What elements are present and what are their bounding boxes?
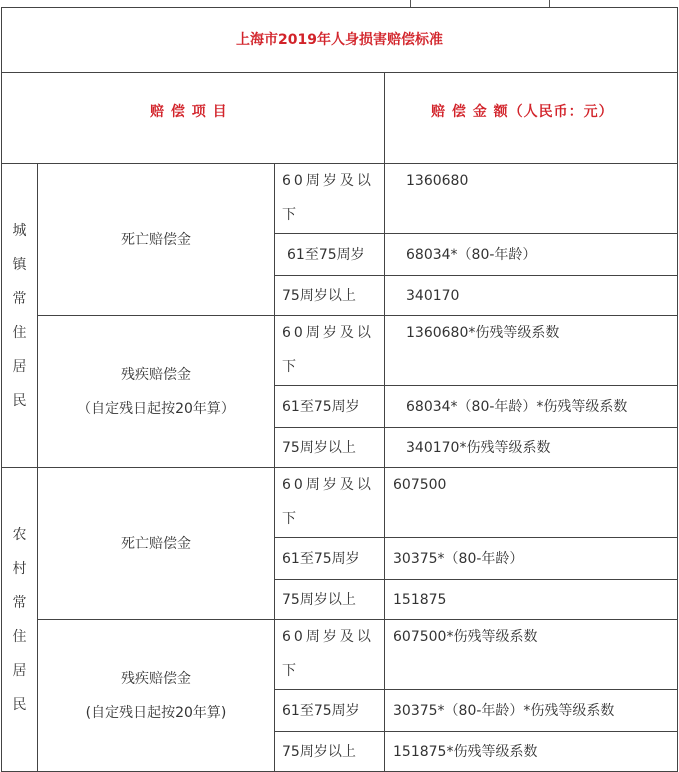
header-amount-column: 赔 偿 金 额（人民币：元）: [385, 73, 678, 164]
amount-cell: 1360680*伤残等级系数: [385, 316, 678, 386]
amount-cell: 1360680: [385, 164, 678, 234]
item-label: 死亡赔偿金: [121, 231, 191, 248]
item-cell: [38, 164, 275, 316]
column-divider: [549, 0, 550, 7]
column-divider: [410, 0, 411, 7]
amount-cell: 607500*伤残等级系数: [385, 620, 678, 690]
amount-cell: 151875*伤残等级系数: [385, 732, 678, 772]
age-cell: 61至75周岁: [275, 234, 385, 276]
item-label: 残疾赔偿金: [121, 670, 191, 687]
item-label: 死亡赔偿金: [121, 535, 191, 552]
amount-cell: 68034*（80-年龄）*伤残等级系数: [385, 386, 678, 428]
amount-cell: 340170*伤残等级系数: [385, 428, 678, 468]
region-label: 农村常住居民: [12, 526, 27, 713]
item-label: 残疾赔偿金: [121, 366, 191, 383]
age-cell: 61至75周岁: [275, 690, 385, 732]
amount-cell: 30375*（80-年龄）: [385, 538, 678, 580]
amount-cell: 340170: [385, 276, 678, 316]
age-cell: 75周岁以上: [275, 732, 385, 772]
item-cell: [38, 468, 275, 620]
age-cell: 61至75周岁: [275, 386, 385, 428]
age-cell: 61至75周岁: [275, 538, 385, 580]
item-cell: [38, 620, 275, 772]
age-cell: 75周岁以上: [275, 580, 385, 620]
amount-cell: 30375*（80-年龄）*伤残等级系数: [385, 690, 678, 732]
item-note: (自定残日起按20年算): [85, 704, 227, 721]
compensation-table: [1, 7, 678, 772]
region-label: 城镇常住居民: [12, 222, 27, 409]
item-cell: [38, 316, 275, 468]
age-cell: 60周岁及以下: [275, 468, 385, 538]
amount-cell: 607500: [385, 468, 678, 538]
item-note: （自定残日起按20年算）: [77, 400, 235, 417]
age-cell: 60周岁及以下: [275, 620, 385, 690]
table-title: 上海市2019年人身损害赔偿标准: [2, 8, 678, 73]
age-cell: 60周岁及以下: [275, 316, 385, 386]
region-urban: [2, 164, 38, 468]
age-cell: 75周岁以上: [275, 428, 385, 468]
region-rural: [2, 468, 38, 772]
age-cell: 60周岁及以下: [275, 164, 385, 234]
header-item-column: 赔 偿 项 目: [2, 73, 385, 164]
age-cell: 75周岁以上: [275, 276, 385, 316]
top-rule: [0, 0, 679, 7]
amount-cell: 151875: [385, 580, 678, 620]
amount-cell: 68034*（80-年龄）: [385, 234, 678, 276]
